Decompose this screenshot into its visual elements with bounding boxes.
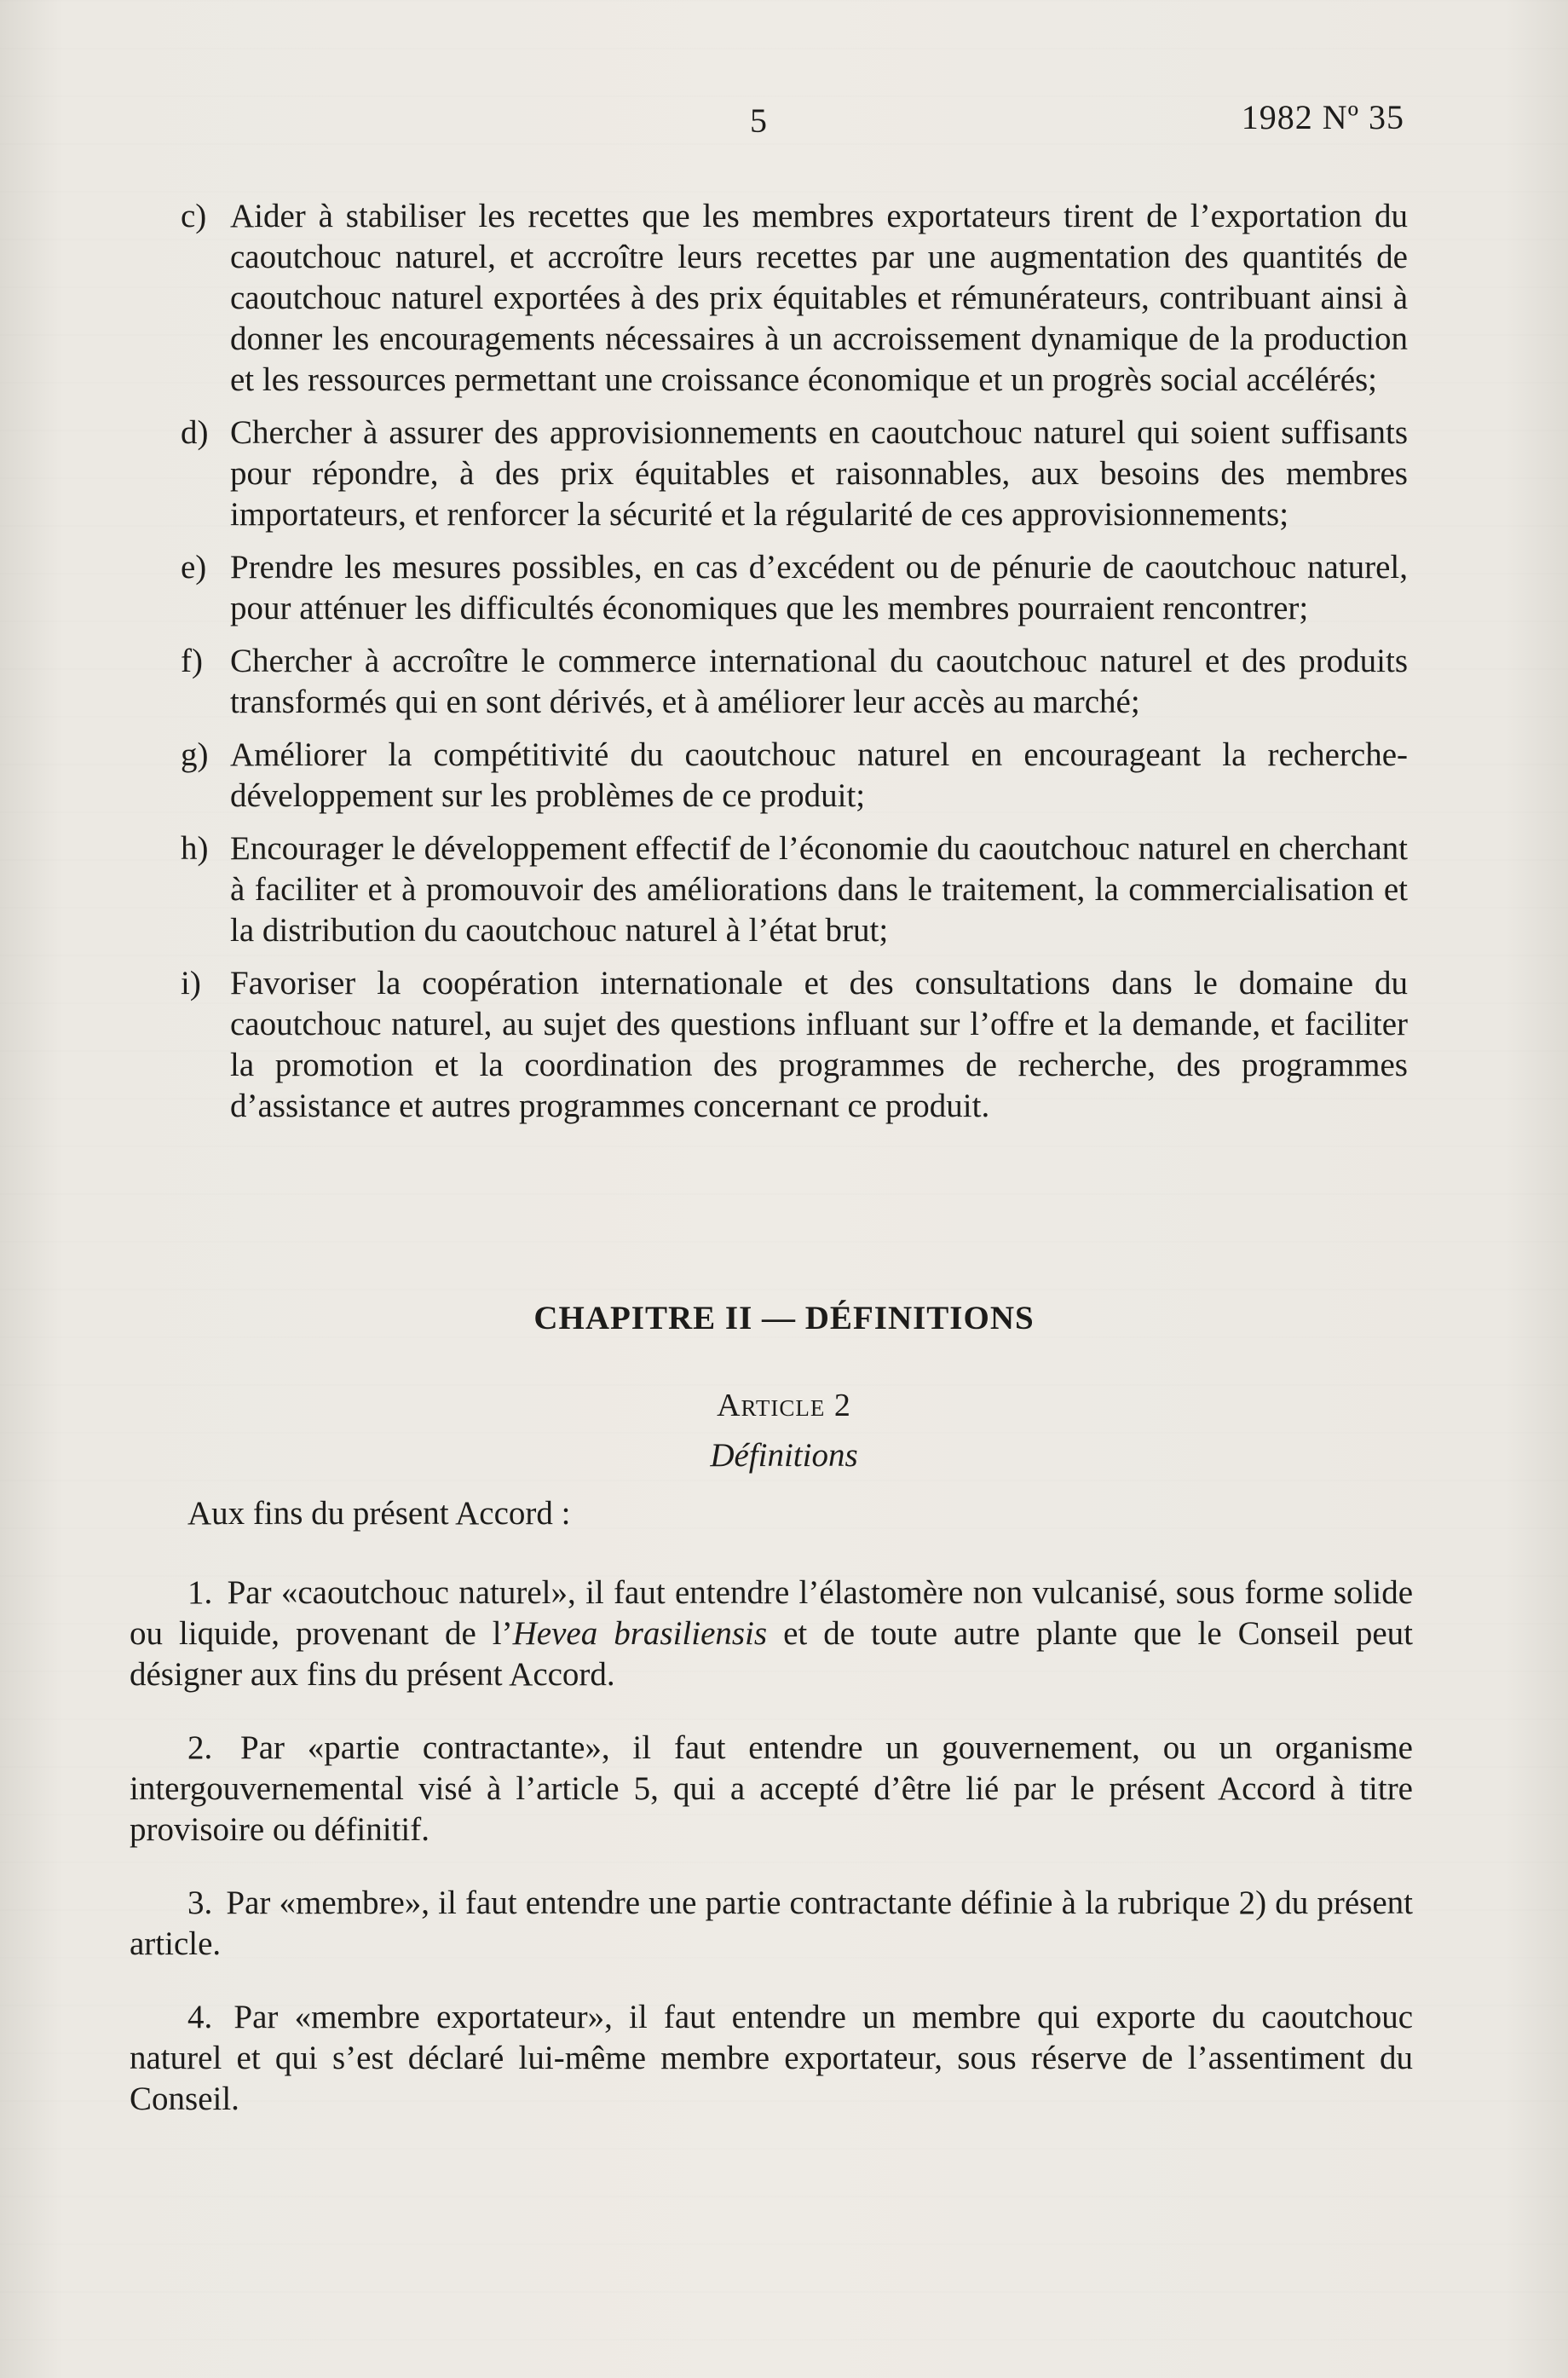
definition-text: Par «caoutchouc naturel», il faut entendre l’élastomère non vulcanisé, sous forme solide ou liquide, provenant de l’: [130, 1574, 1413, 1652]
list-item: [181, 735, 1408, 817]
definition-number: 2.: [187, 1729, 213, 1766]
list-item: [181, 641, 1408, 723]
list-item-text: Favoriser la coopération internationale et des consultations dans le domaine du caoutchouc naturel, au sujet des questions influant sur l’offre et la demande, et faciliter la promotion et la coordination des programmes de recherche, des programmes d’assistance et autres programmes concernant ce produit.: [230, 965, 1408, 1124]
definition-number: 4.: [187, 1999, 213, 2035]
definition-number: 3.: [187, 1885, 213, 1921]
list-item-text: Chercher à assurer des approvisionnements en caoutchouc naturel qui soient suffisants pour répondre, à des prix équitables et raisonnables, aux besoins des membres importateurs, et renforcer la sécurité et la régularité de ces approvisionnements;: [230, 414, 1408, 533]
list-item-letter: d): [181, 414, 209, 451]
page-number: 5: [750, 101, 767, 140]
definitions-list: [130, 1573, 1413, 2152]
article-title: Définitions: [710, 1437, 858, 1474]
list-item-letter: c): [181, 198, 207, 234]
list-item-letter: e): [181, 549, 207, 586]
list-item-letter: i): [181, 965, 201, 1001]
list-item: [181, 196, 1408, 401]
definition-text: Par «membre exportateur», il faut entendre un membre qui exporte du caoutchouc naturel et qui s’est déclaré lui-même membre exportateur, sous réserve de l’assentiment du Conseil.: [130, 1999, 1414, 2117]
list-item-letter: h): [181, 830, 209, 867]
definition-paragraph: [130, 1997, 1413, 2120]
definition-italic-term: Hevea brasiliensis: [512, 1615, 768, 1652]
list-item-text: Encourager le développement effectif de l’économie du caoutchouc naturel en cherchant à faciliter et à promouvoir des améliorations dans le traitement, la commercialisation et la distribution du caoutchouc naturel à l’état brut;: [230, 830, 1408, 949]
list-item: [181, 547, 1408, 629]
article-number: Article 2: [717, 1388, 851, 1423]
definition-text: Par «partie contractante», il faut entendre un gouvernement, ou un organisme intergouvernemental visé à l’article 5, qui a accepté d’être lié par le présent Accord à titre provisoire ou définitif.: [130, 1729, 1413, 1848]
list-item: [181, 963, 1408, 1127]
definition-paragraph: [130, 1883, 1413, 1965]
definition-paragraph: [130, 1728, 1413, 1850]
list-item-text: Aider à stabiliser les recettes que les membres exportateurs tirent de l’exportation du caoutchouc naturel, et accroître leurs recettes par une augmentation des quantités de caoutchouc naturel exportées à des prix équitables et rémunérateurs, contribuant ainsi à donner les encouragements nécessaires à un accroissement dynamique de la production et les ressources permettant une croissance économique et un progrès social accélérés;: [230, 198, 1408, 398]
definition-paragraph: [130, 1573, 1413, 1695]
intro-text: Aux fins du présent Accord :: [187, 1495, 571, 1532]
list-item-letter: f): [181, 643, 203, 679]
list-item: [181, 413, 1408, 535]
objectives-list: [181, 196, 1408, 1139]
definition-number: 1.: [187, 1574, 213, 1611]
list-item: [181, 828, 1408, 951]
chapter-heading: CHAPITRE II — DÉFINITIONS: [533, 1300, 1035, 1336]
document-reference: 1982 Nº 35: [1241, 98, 1404, 136]
list-item-text: Améliorer la compétitivité du caoutchouc naturel en encourageant la recherche-développement sur les problèmes de ce produit;: [230, 736, 1408, 814]
list-item-text: Prendre les mesures possibles, en cas d’excédent ou de pénurie de caoutchouc naturel, pour atténuer les difficultés économiques que les membres pourraient rencontrer;: [230, 549, 1408, 626]
definition-text: Par «membre», il faut entendre une partie contractante définie à la rubrique 2) du présent article.: [130, 1885, 1413, 1962]
definition-text: et de toute autre plante que le Conseil peut désigner aux fins du présent Accord.: [130, 1615, 1413, 1693]
list-item-letter: g): [181, 736, 209, 773]
list-item-text: Chercher à accroître le commerce international du caoutchouc naturel et des produits transformés qui en sont dérivés, et à améliorer leur accès au marché;: [230, 643, 1408, 720]
